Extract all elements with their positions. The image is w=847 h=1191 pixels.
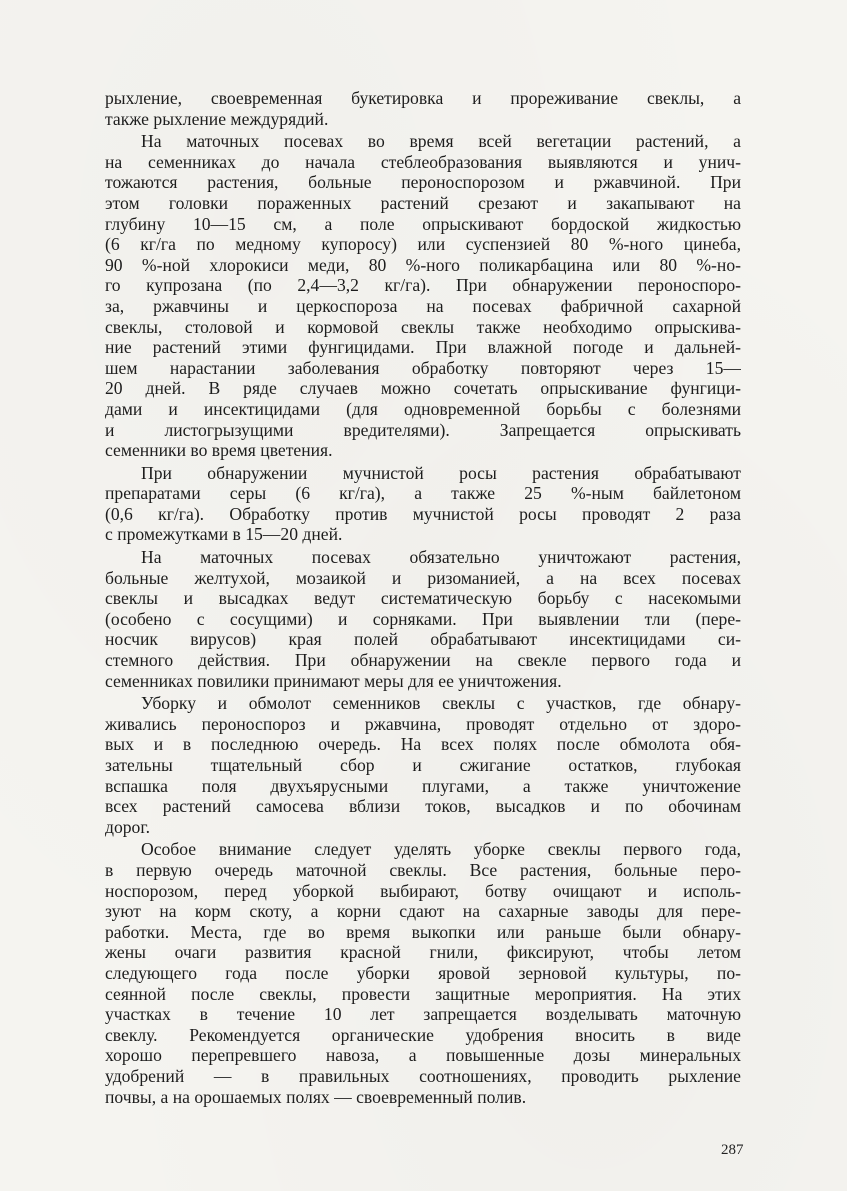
text-line: вых и в последнюю очередь. На всех полях после обмолота обя- <box>105 734 741 755</box>
paragraph <box>105 839 741 1107</box>
text-line: также рыхление междурядий. <box>105 108 329 129</box>
text-line: на семенниках до начала стеблеобразования выявляются и унич- <box>105 151 741 172</box>
paragraph <box>105 547 741 691</box>
text-line: свеклы, столовой и кормовой свеклы также необходимо опрыскива- <box>105 316 741 337</box>
text-line: в первую очередь маточной свеклы. Все растения, больные перо- <box>105 859 741 880</box>
text-line: этом головки пораженных растений срезают и закапывают на <box>105 192 741 213</box>
text-line: дорог. <box>105 816 150 837</box>
text-line: работки. Места, где во время выкопки или раньше были обнару- <box>105 921 741 942</box>
paragraph <box>105 463 741 545</box>
text-line: Уборку и обмолот семенников свеклы с участков, где обнару- <box>141 693 741 714</box>
text-line: (0,6 кг/га). Обработку против мучнистой росы проводят 2 раза <box>105 503 741 524</box>
text-line: 20 дней. В ряде случаев можно сочетать опрыскивание фунгици- <box>105 378 741 399</box>
text-line: препаратами серы (6 кг/га), а также 25 %-ным байлетоном <box>105 483 741 504</box>
page-number: 287 <box>721 1142 744 1158</box>
text-line: На маточных посевах обязательно уничтожают растения, <box>141 547 741 568</box>
text-line: почвы, а на орошаемых полях — своевременный полив. <box>105 1086 527 1107</box>
text-line: (6 кг/га по медному купоросу) или суспензией 80 %-ного цинеба, <box>105 234 741 255</box>
text-line: стемного действия. При обнаружении на свекле первого года и <box>105 650 741 671</box>
paragraph <box>105 88 741 129</box>
text-line: носчик вирусов) края полей обрабатывают инсектицидами си- <box>105 629 741 650</box>
text-line: зательны тщательный сбор и сжигание остатков, глубокая <box>105 755 741 775</box>
text-line: живались пероноспороз и ржавчина, проводят отдельно от здоро- <box>105 713 741 734</box>
body-text <box>105 88 741 1107</box>
text-line: хорошо перепревшего навоза, а повышенные дозы минеральных <box>105 1045 741 1066</box>
text-line: с промежутками в 15—20 дней. <box>105 524 343 545</box>
text-line: зуют на корм скоту, а корни сдают на сахарные заводы для пере- <box>105 901 741 922</box>
text-line: семенниках повилики принимают меры для ее уничтожения. <box>105 670 562 691</box>
text-line: и листогрызущими вредителями). Запрещается опрыскивать <box>105 419 741 440</box>
text-line: следующего года после уборки яровой зерновой культуры, по- <box>105 962 741 983</box>
text-line: свеклы и высадках ведут систематическую борьбу с насекомыми <box>105 588 741 609</box>
text-line: шем нарастании заболевания обработку повторяют через 15— <box>105 357 741 378</box>
text-line: сеянной после свеклы, провести защитные мероприятия. На этих <box>105 983 741 1004</box>
text-line: семенники во время цветения. <box>105 440 333 461</box>
text-line: вспашка поля двухъярусными плугами, а также уничтожение <box>105 775 741 796</box>
text-line: При обнаружении мучнистой росы растения обрабатывают <box>141 462 741 483</box>
text-line: На маточных посевах во время всей вегетации растений, а <box>141 131 741 152</box>
text-line: больные желтухой, мозаикой и ризоманией, а на всех посевах <box>105 567 741 588</box>
text-line: го купрозана (по 2,4—3,2 кг/га). При обнаружении пероноспоро- <box>105 275 741 296</box>
paragraph <box>105 693 741 837</box>
text-line: носпорозом, перед уборкой выбирают, ботву очищают и исполь- <box>105 880 741 901</box>
text-line: тожаются растения, больные пероноспорозом и ржавчиной. При <box>105 172 741 193</box>
text-line: жены очаги развития красной гнили, фиксируют, чтобы летом <box>105 942 741 963</box>
text-line: рыхление, своевременная букетировка и прореживание свеклы, а <box>105 88 741 108</box>
text-line: всех растений самосева вблизи токов, высадков и по обочинам <box>105 796 741 817</box>
text-line: (особено с сосущими) и сорняками. При выявлении тли (пере- <box>105 608 741 629</box>
text-line: участках в течение 10 лет запрещается возделывать маточную <box>105 1004 741 1025</box>
text-line: свеклу. Рекомендуется органические удобрения вносить в виде <box>105 1024 741 1045</box>
paragraph <box>105 131 741 461</box>
text-line: дами и инсектицидами (для одновременной борьбы с болезнями <box>105 398 741 419</box>
text-line: удобрений — в правильных соотношениях, проводить рыхление <box>105 1065 741 1086</box>
text-line: Особое внимание следует уделять уборке свеклы первого года, <box>141 839 741 860</box>
text-line: глубину 10—15 см, а поле опрыскивают бордоской жидкостью <box>105 213 741 234</box>
text-line: 90 %-ной хлорокиси меди, 80 %-ного поликарбацина или 80 %-но- <box>105 254 741 275</box>
text-line: ние растений этими фунгицидами. При влажной погоде и дальней- <box>105 337 741 358</box>
text-line: за, ржавчины и церкоспороза на посевах фабричной сахарной <box>105 295 741 316</box>
